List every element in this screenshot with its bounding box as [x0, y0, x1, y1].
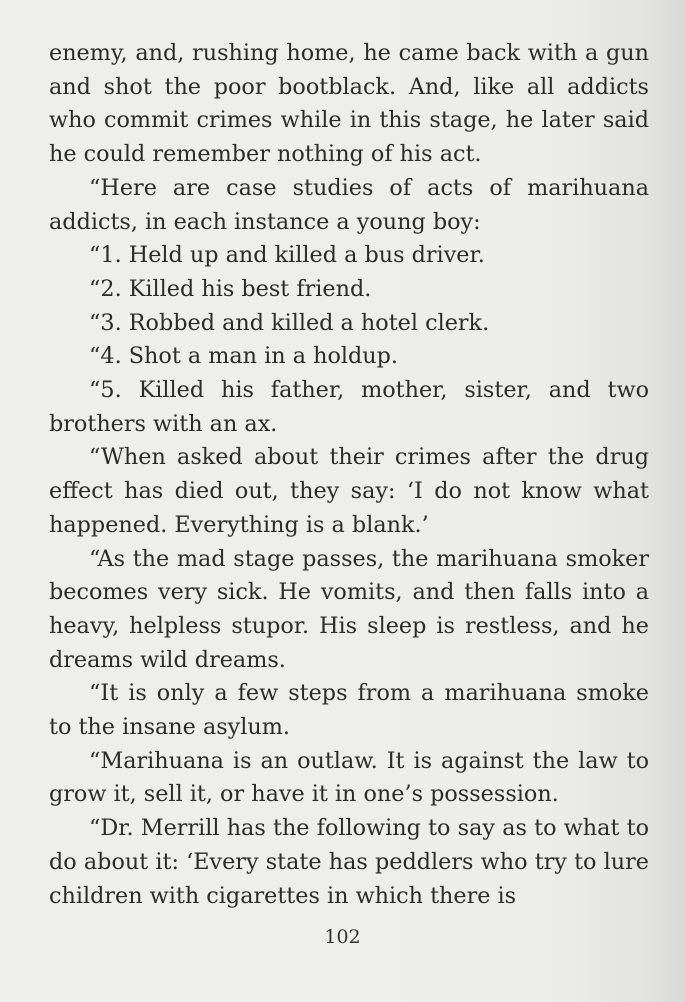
- paragraph: “Marihuana is an outlaw. It is against the law to grow it, sell it, or have it in one’s possession.: [49, 747, 649, 808]
- list-item: “2. Killed his best friend.: [89, 275, 372, 302]
- list-item: “3. Robbed and killed a hotel clerk.: [89, 309, 490, 336]
- paragraph: “As the mad stage passes, the marihuana smoker becomes very sick. He vomits, and then falls into a heavy, helpless stupor. His sleep is restless, and he dreams wild dreams.: [49, 545, 649, 673]
- paragraph: “Here are case studies of acts of marihuana addicts, in each instance a young boy:: [49, 174, 649, 235]
- body-text: [49, 37, 649, 913]
- paragraph: “When asked about their crimes after the drug effect has died out, they say: ‘I do not know what happened. Everything is a blank.’: [49, 444, 649, 538]
- list-item: “5. Killed his father, mother, sister, and two brothers with an ax.: [49, 377, 649, 437]
- paragraph: “Dr. Merrill has the following to say as to what to do about it: ‘Every state has peddlers who try to lure children with cigarettes in which there is: [49, 815, 649, 909]
- page-number: 102: [324, 926, 361, 948]
- paragraph: enemy, and, rushing home, he came back with a gun and shot the poor bootblack. And, like all addicts who commit crimes while in this stage, he later said he could remember nothing of his act.: [49, 40, 649, 168]
- list-item: “4. Shot a man in a holdup.: [89, 343, 398, 370]
- list-item: “1. Held up and killed a bus driver.: [89, 242, 485, 269]
- paragraph: “It is only a few steps from a marihuana smoke to the insane asylum.: [49, 680, 649, 741]
